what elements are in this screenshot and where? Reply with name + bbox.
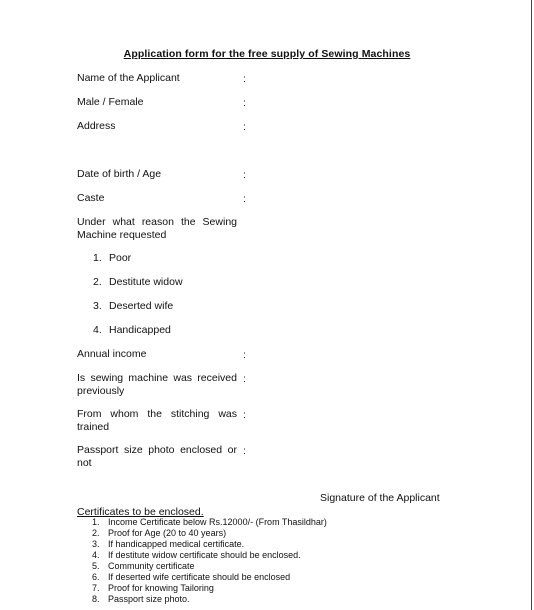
certificate-item	[92, 583, 327, 594]
field-label-annual-income: Annual income	[77, 348, 147, 360]
certificate-text: If destitute widow certificate should be enclosed.	[108, 550, 301, 560]
reason-option-destitute-widow	[93, 276, 183, 289]
certificate-text: Income Certificate below Rs.12000/- (From Thasildhar)	[108, 517, 327, 527]
field-separator-previously-received: :	[243, 373, 246, 385]
certificate-number: 8.	[92, 594, 100, 604]
reason-text: Destitute widow	[109, 276, 183, 288]
reason-number: 2.	[93, 276, 102, 288]
certificate-item	[92, 539, 327, 550]
certificate-item	[92, 572, 327, 583]
form-title: Application form for the free supply of Sewing Machines	[123, 48, 411, 60]
certificate-number: 7.	[92, 583, 100, 593]
certificate-number: 2.	[92, 528, 100, 538]
reason-option-deserted-wife	[93, 300, 173, 313]
field-label-trained-by: From whom the stitching was trained	[77, 408, 237, 433]
reason-text: Deserted wife	[109, 300, 174, 312]
certificate-text: If handicapped medical certificate.	[108, 539, 245, 549]
certificate-number: 3.	[92, 539, 100, 549]
reason-option-poor	[93, 252, 131, 265]
field-label-dob: Date of birth / Age	[77, 168, 162, 180]
field-separator-dob: :	[243, 169, 246, 181]
certificates-list	[92, 517, 327, 605]
signature-label: Signature of the Applicant	[320, 492, 440, 504]
reason-number: 1.	[93, 252, 102, 264]
certificate-text: Proof for knowing Tailoring	[108, 583, 214, 593]
field-separator-gender: :	[243, 97, 246, 109]
field-separator-name: :	[243, 73, 246, 85]
certificate-item	[92, 550, 327, 561]
field-label-name: Name of the Applicant	[77, 72, 180, 84]
certificate-item	[92, 517, 327, 528]
certificate-text: Passport size photo.	[108, 594, 190, 604]
certificate-text: Proof for Age (20 to 40 years)	[108, 528, 227, 538]
certificate-text: Community certificate	[108, 561, 195, 571]
certificate-number: 6.	[92, 572, 100, 582]
certificate-number: 5.	[92, 561, 100, 571]
certificate-item	[92, 561, 327, 572]
field-label-address: Address	[77, 120, 116, 132]
page-edge-line	[531, 0, 532, 610]
certificate-number: 4.	[92, 550, 100, 560]
certificate-item	[92, 594, 327, 605]
reason-text: Handicapped	[109, 324, 171, 336]
field-separator-photo: :	[243, 445, 246, 457]
reason-option-handicapped	[93, 324, 171, 337]
field-label-photo: Passport size photo enclosed or not	[77, 444, 237, 469]
reason-number: 4.	[93, 324, 102, 336]
field-label-reason: Under what reason the Sewing Machine requested	[77, 216, 237, 241]
certificate-text: If deserted wife certificate should be enclosed	[108, 572, 291, 582]
certificates-heading: Certificates to be enclosed.	[77, 506, 204, 518]
field-separator-caste: :	[243, 193, 246, 205]
certificate-item	[92, 528, 327, 539]
field-separator-annual-income: :	[243, 349, 246, 361]
certificate-number: 1.	[92, 517, 100, 527]
reason-text: Poor	[109, 252, 132, 264]
field-separator-trained-by: :	[243, 409, 246, 421]
reason-number: 3.	[93, 300, 102, 312]
field-label-previously-received: Is sewing machine was received previously	[77, 372, 237, 397]
field-separator-address: :	[243, 121, 246, 133]
field-label-caste: Caste	[77, 192, 105, 204]
field-label-gender: Male / Female	[77, 96, 144, 108]
